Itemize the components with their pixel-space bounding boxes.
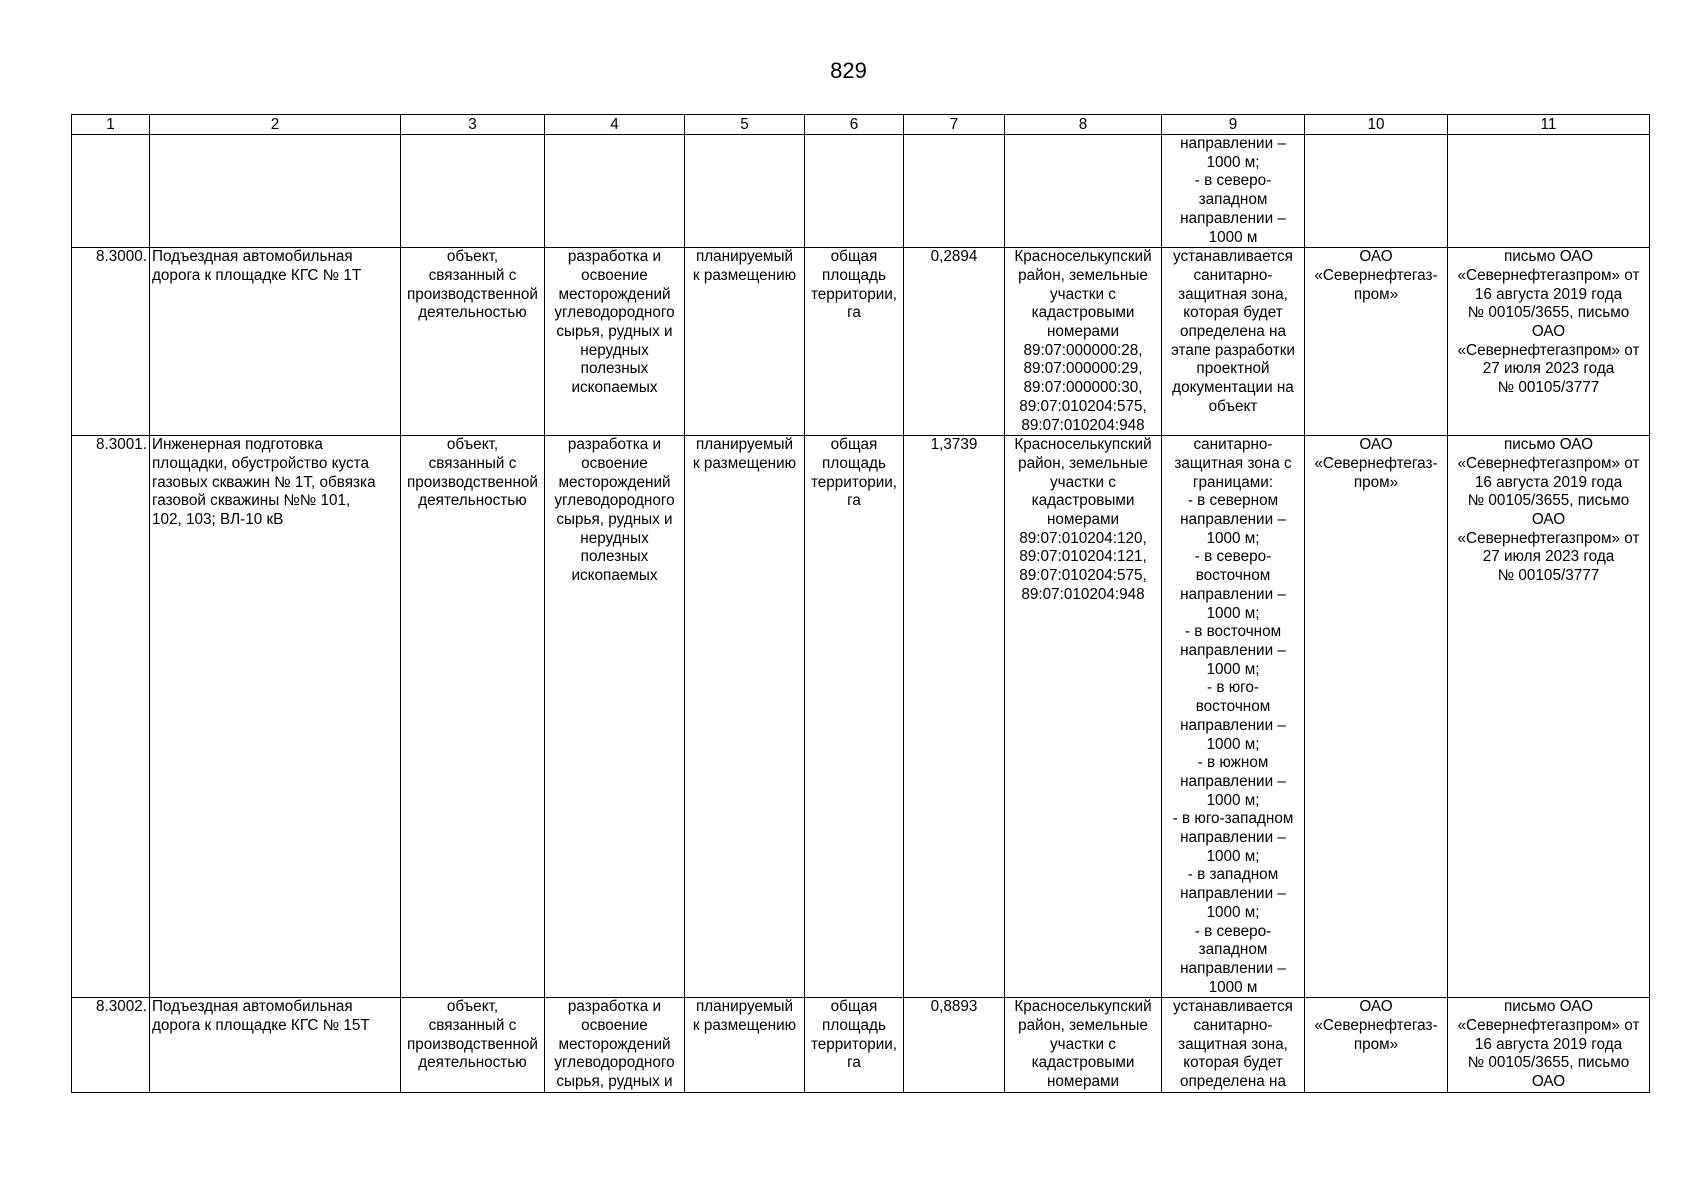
column-number: 10 (1305, 115, 1448, 135)
location-cell: Красноселькупский район, земельные участки с кадастровыми номерами 89:07:000000:28, 89:07:000000:29, 89:07:000000:30, 89:07:010204:575, 89:07:010204:948 (1005, 248, 1162, 436)
characteristic-cell: общая площадь территории, га (805, 436, 904, 998)
basis-cell: письмо ОАО «Севернефтегазпром» от 16 августа 2019 года № 00105/3655, письмо ОАО «Севернефтегазпром» от 27 июля 2023 года № 00105/3777 (1448, 436, 1650, 998)
column-number: 9 (1162, 115, 1305, 135)
row-number-cell: 8.3001. (72, 436, 150, 998)
page-number: 829 (830, 58, 867, 83)
table-cell (805, 135, 904, 248)
table-cell (401, 135, 545, 248)
value-cell: 0,2894 (904, 248, 1005, 436)
table-cell (545, 135, 685, 248)
location-cell: Красноселькупский район, земельные участки с кадастровыми номерами (1005, 998, 1162, 1093)
status-cell: планируемый к размещению (685, 436, 805, 998)
organization-cell: ОАО «Севернефтегаз- пром» (1305, 998, 1448, 1093)
purpose-cell: разработка и освоение месторождений углеводородного сырья, рудных и нерудных полезных ископаемых (545, 436, 685, 998)
value-cell: 1,3739 (904, 436, 1005, 998)
characteristic-cell: общая площадь территории, га (805, 248, 904, 436)
column-number: 4 (545, 115, 685, 135)
value-cell: 0,8893 (904, 998, 1005, 1093)
zone-cell: устанавливается санитарно- защитная зона, которая будет определена на этапе разработки проектной документации на объект (1162, 248, 1305, 436)
column-number: 3 (401, 115, 545, 135)
column-number: 1 (72, 115, 150, 135)
column-number: 2 (150, 115, 401, 135)
organization-cell: ОАО «Севернефтегаз- пром» (1305, 436, 1448, 998)
purpose-cell: разработка и освоение месторождений углеводородного сырья, рудных и (545, 998, 685, 1093)
column-number: 11 (1448, 115, 1650, 135)
table-cell (1448, 135, 1650, 248)
zone-cell: устанавливается санитарно- защитная зона, которая будет определена на (1162, 998, 1305, 1093)
table-cell (904, 135, 1005, 248)
location-cell: Красноселькупский район, земельные участки с кадастровыми номерами 89:07:010204:120, 89:07:010204:121, 89:07:010204:575, 89:07:010204:948 (1005, 436, 1162, 998)
status-cell: планируемый к размещению (685, 998, 805, 1093)
table-cell (1005, 135, 1162, 248)
column-number-row (72, 115, 1650, 135)
column-number: 5 (685, 115, 805, 135)
table-row (72, 436, 1650, 998)
column-number: 7 (904, 115, 1005, 135)
basis-cell: письмо ОАО «Севернефтегазпром» от 16 августа 2019 года № 00105/3655, письмо ОАО (1448, 998, 1650, 1093)
table-cell (1305, 135, 1448, 248)
object-type-cell: объект, связанный с производственной деятельностью (401, 248, 545, 436)
purpose-cell: разработка и освоение месторождений углеводородного сырья, рудных и нерудных полезных ископаемых (545, 248, 685, 436)
organization-cell: ОАО «Севернефтегаз- пром» (1305, 248, 1448, 436)
column-number: 6 (805, 115, 904, 135)
table-row (72, 248, 1650, 436)
zone-cell: санитарно- защитная зона с границами: - в северном направлении – 1000 м; - в северо- восточном направлении – 1000 м; - в восточном направлении – 1000 м; - в юго- восточном направлении – 1000 м; - в южном направлении – 1000 м; - в юго-западном направлении – 1000 м; - в западном направлении – 1000 м; - в северо- западном направлении – 1000 м (1162, 436, 1305, 998)
object-name-cell: Подъездная автомобильная дорога к площадке КГС № 15Т (150, 998, 401, 1093)
row-number-cell: 8.3002. (72, 998, 150, 1093)
registry-table (71, 114, 1650, 1093)
table-cell (150, 135, 401, 248)
table-row (72, 998, 1650, 1093)
object-name-cell: Подъездная автомобильная дорога к площадке КГС № 1Т (150, 248, 401, 436)
object-type-cell: объект, связанный с производственной деятельностью (401, 998, 545, 1093)
table-cell (72, 135, 150, 248)
table-row-continuation (72, 135, 1650, 248)
column-number: 8 (1005, 115, 1162, 135)
row-number-cell: 8.3000. (72, 248, 150, 436)
basis-cell: письмо ОАО «Севернефтегазпром» от 16 августа 2019 года № 00105/3655, письмо ОАО «Севернефтегазпром» от 27 июля 2023 года № 00105/3777 (1448, 248, 1650, 436)
table-cell (685, 135, 805, 248)
object-name-cell: Инженерная подготовка площадки, обустройство куста газовых скважин № 1Т, обвязка газовой скважины №№ 101, 102, 103; ВЛ-10 кВ (150, 436, 401, 998)
status-cell: планируемый к размещению (685, 248, 805, 436)
characteristic-cell: общая площадь территории, га (805, 998, 904, 1093)
zone-cell: направлении – 1000 м; - в северо- западном направлении – 1000 м (1162, 135, 1305, 248)
object-type-cell: объект, связанный с производственной деятельностью (401, 436, 545, 998)
